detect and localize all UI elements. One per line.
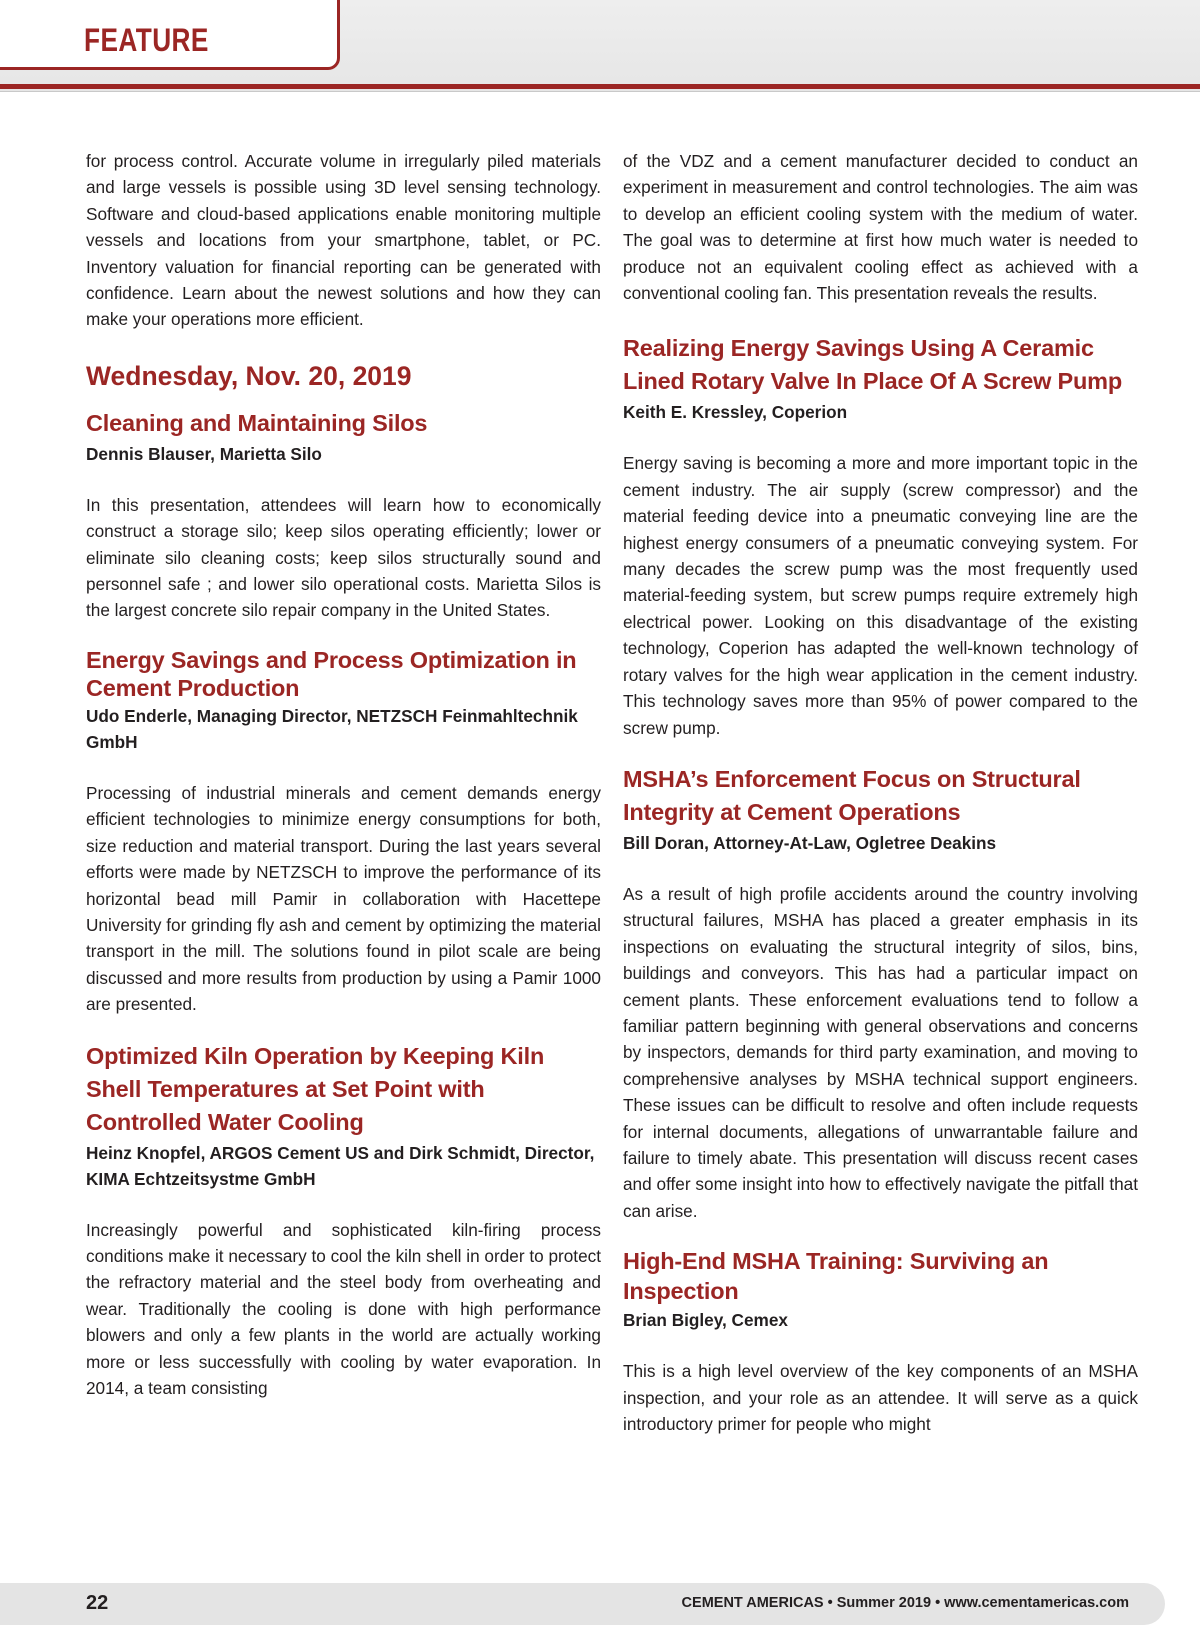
session-abstract: Energy saving is becoming a more and more important topic in the cement industry. The air supply (screw compressor) and the material feeding device into a pneumatic conveying line are the highest energy consumers of a pneumatic conveying system. For many decades the screw pump was the most frequently used material-feeding system, but screw pumps require extremely high electrical power. Looking on this disadvantage of the existing technology, Coperion has adapted the well-known technology of rotary valves for the high wear application in the cement industry. This technology saves more than 95% of power compared to the screw pump. — [623, 453, 1138, 738]
day-heading: Wednesday, Nov. 20, 2019 — [86, 360, 412, 391]
session-title: Cleaning and Maintaining Silos — [86, 409, 428, 436]
session-abstract: Processing of industrial minerals and cement demands energy efficient technologies to minimize energy consumptions for both, size reduction and material transport. During the last years several efforts were made by NETZSCH to improve the performance of its horizontal bead mill Pamir in collaboration with Hacettepe University for grinding fly ash and cement by optimizing the material transport in the mill. The solutions found in pilot scale are being discussed and more results from production by using a Pamir 1000 are presented. — [86, 782, 601, 1015]
session-title: MSHA’s Enforcement Focus on Structural Integrity at Cement Operations — [623, 765, 1081, 825]
left-intro-paragraph: for process control. Accurate volume in irregularly piled materials and large vessels is possible using 3D level sensing technology. Software and cloud-based applications enable monitoring multiple vessels and locations from your smartphone, tablet, or PC. Inventory valuation for financial reporting can be generated with confidence. Learn about the newest solutions and how they can make your operations more efficient. — [86, 151, 601, 330]
session-speaker: Heinz Knopfel, ARGOS Cement US and Dirk Schmidt, Director, KIMA Echtzeitsystme GmbH — [86, 1142, 595, 1189]
publication-line: CEMENT AMERICAS • Summer 2019 • www.cementamericas.com — [681, 1595, 1129, 1611]
header-rule-thin — [0, 91, 1200, 92]
session-abstract: As a result of high profile accidents around the country involving structural failures, MSHA has placed a greater emphasis in its inspections on evaluating the structural integrity of silos, bins, buildings and conveyors. This has had a particular impact on cement plants. These enforcement evaluations tend to follow a familiar pattern beginning with general observations and concerns by inspectors, demands for third party examination, and moving to comprehensive analyses by MSHA technical support engineers. These issues can be difficult to resolve and often include requests for internal documents, allegations of unwarrantable failure and failure to timely abate. This presentation will discuss recent cases and offer some insight into how to effectively navigate the pitfall that can arise. — [623, 883, 1138, 1221]
left-column — [86, 148, 601, 1401]
session-speaker: Udo Enderle, Managing Director, NETZSCH Feinmahltechnik GmbH — [86, 705, 578, 752]
page-header — [0, 0, 1200, 92]
page-footer — [0, 1583, 1165, 1625]
session-abstract: This is a high level overview of the key components of an MSHA inspection, and your role as an attendee. It will serve as a quick introductory primer for people who might — [623, 1361, 1138, 1434]
session-speaker: Dennis Blauser, Marietta Silo — [86, 443, 322, 464]
right-intro-paragraph: of the VDZ and a cement manufacturer decided to conduct an experiment in measurement and control technologies. The aim was to develop an efficient cooling system with the medium of water. The goal was to determine at first how much water is needed to produce not an equivalent cooling effect as achieved with a conventional cooling fan. This presentation reveals the results. — [623, 151, 1138, 304]
session-title: Energy Savings and Process Optimization in Cement Production — [86, 646, 577, 701]
right-column — [623, 148, 1138, 1437]
session-title: Realizing Energy Savings Using A Ceramic Lined Rotary Valve In Place Of A Screw Pump — [623, 335, 1122, 395]
header-rule — [0, 84, 1200, 89]
session-speaker: Bill Doran, Attorney-At-Law, Ogletree Deakins — [623, 832, 997, 853]
session-title: Optimized Kiln Operation by Keeping Kiln Shell Temperatures at Set Point with Controlled Water Cooling — [86, 1042, 545, 1135]
session-speaker: Brian Bigley, Cemex — [623, 1310, 788, 1331]
page-number: 22 — [86, 1592, 109, 1614]
session-abstract: In this presentation, attendees will learn how to economically construct a storage silo; keep silos operating efficiently; lower or eliminate silo cleaning costs; keep silos structurally sound and personnel safe ; and lower silo operational costs. Marietta Silos is the largest concrete silo repair company in the United States. — [86, 494, 601, 621]
session-title: High-End MSHA Training: Surviving an Inspection — [623, 1248, 1049, 1305]
session-speaker: Keith E. Kressley, Coperion — [623, 402, 848, 423]
section-title: FEATURE — [84, 22, 209, 58]
session-abstract: Increasingly powerful and sophisticated kiln-firing process conditions make it necessary to cool the kiln shell in order to protect the refractory material and the steel body from overheating and wear. Traditionally the cooling is done with high performance blowers and only a few plants in the world are actually working more or less successfully with cooling by water evaporation. In 2014, a team consisting — [86, 1219, 601, 1398]
